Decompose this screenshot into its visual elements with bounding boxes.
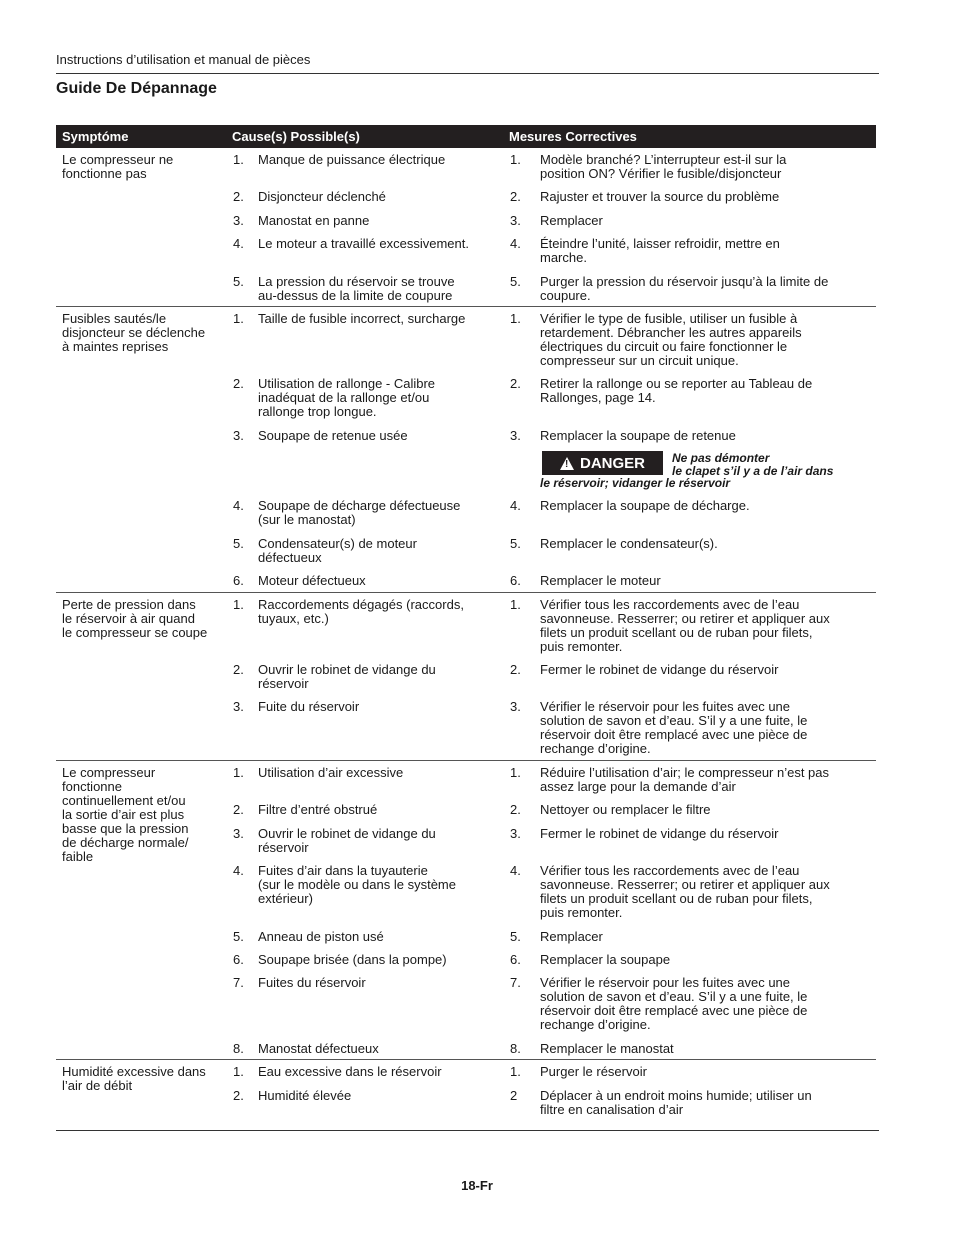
symptom-cell: Perte de pression dans le réservoir à air quand le compresseur se coupe: [62, 597, 208, 640]
cause-text: Fuite du réservoir: [258, 699, 360, 714]
cause-text: Moteur défectueux: [258, 573, 366, 588]
measure-number: 5.: [510, 274, 521, 289]
cause-text: Soupape de retenue usée: [258, 428, 408, 443]
cause-text: Soupape de décharge défectueuse (sur le manostat): [258, 498, 461, 527]
cause-number: 5.: [233, 274, 244, 289]
cause-text: Disjoncteur déclenché: [258, 189, 386, 204]
measure-number: 7.: [510, 975, 521, 990]
cause-number: 1.: [233, 1064, 244, 1079]
header-rule: [56, 73, 879, 74]
cause-number: 3.: [233, 428, 244, 443]
cause-text: Condensateur(s) de moteur défectueux: [258, 536, 417, 565]
danger-text: DANGER: [579, 454, 645, 472]
measure-number: 2: [510, 1088, 518, 1103]
cause-text: La pression du réservoir se trouve au-dessus de la limite de coupure: [258, 274, 455, 303]
warning-triangle-icon: [560, 457, 574, 470]
page-number: 18-Fr: [461, 1178, 493, 1193]
measure-text: Remplacer le manostat: [540, 1041, 674, 1056]
measure-number: 2.: [510, 802, 521, 817]
danger-note-continued: le réservoir; vidanger le réservoir: [540, 476, 731, 490]
measure-text: Vérifier le réservoir pour les fuites avec une solution de savon et d’eau. S’il y a une fuite, le réservoir doit être remplacé avec une pièce de rechange d’origine.: [540, 699, 808, 756]
cause-text: Le moteur a travaillé excessivement.: [258, 236, 469, 251]
cause-text: Anneau de piston usé: [258, 929, 384, 944]
measure-text: Remplacer la soupape de retenue: [540, 428, 736, 443]
cause-text: Filtre d’entré obstrué: [258, 802, 378, 817]
cause-text: Soupape brisée (dans la pompe): [258, 952, 447, 967]
measure-text: Purger le réservoir: [540, 1064, 647, 1079]
measure-text: Éteindre l’unité, laisser refroidir, mettre en marche.: [540, 236, 780, 265]
measure-number: 4.: [510, 236, 521, 251]
cause-text: Manostat en panne: [258, 213, 370, 228]
cause-text: Raccordements dégagés (raccords, tuyaux, etc.): [258, 597, 464, 626]
table-bottom-rule: [56, 1130, 879, 1131]
row-divider: [56, 306, 876, 307]
cause-number: 1.: [233, 765, 244, 780]
symptom-cell: Le compresseur ne fonctionne pas: [62, 152, 174, 181]
cause-text: Taille de fusible incorrect, surcharge: [258, 311, 466, 326]
measure-number: 5.: [510, 929, 521, 944]
cause-number: 4.: [233, 498, 244, 513]
cause-number: 2.: [233, 1088, 244, 1103]
measure-text: Vérifier le réservoir pour les fuites avec une solution de savon et d’eau. S’il y a une fuite, le réservoir doit être remplacé avec une pièce de rechange d’origine.: [540, 975, 808, 1032]
symptom-cell: Humidité excessive dans l’air de débit: [62, 1064, 206, 1093]
section-title: Guide De Dépannage: [56, 80, 217, 97]
measure-number: 2.: [510, 662, 521, 677]
cause-number: 7.: [233, 975, 244, 990]
measure-text: Rajuster et trouver la source du problème: [540, 189, 780, 204]
measure-number: 2.: [510, 376, 521, 391]
measure-number: 8.: [510, 1041, 521, 1056]
measure-number: 3.: [510, 213, 521, 228]
cause-number: 5.: [233, 929, 244, 944]
cause-text: Fuites d’air dans la tuyauterie (sur le modèle ou dans le système extérieur): [258, 863, 456, 906]
measure-number: 3.: [510, 428, 521, 443]
measure-number: 1.: [510, 597, 521, 612]
danger-label: [542, 451, 663, 475]
cause-number: 4.: [233, 863, 244, 878]
table-header: [56, 125, 876, 148]
measure-text: Remplacer la soupape de décharge.: [540, 498, 750, 513]
measure-text: Déplacer à un endroit moins humide; utiliser un filtre en canalisation d’air: [540, 1088, 812, 1117]
cause-text: Eau excessive dans le réservoir: [258, 1064, 442, 1079]
cause-number: 5.: [233, 536, 244, 551]
measure-text: Vérifier tous les raccordements avec de l’eau savonneuse. Resserrer; ou retirer et appliquer aux filets un produit scellant ou de ruban pour filets, puis remonter.: [540, 597, 830, 654]
measure-text: Vérifier tous les raccordements avec de l’eau savonneuse. Resserrer; ou retirer et appliquer aux filets un produit scellant ou de ruban pour filets, puis remonter.: [540, 863, 830, 920]
measure-text: Remplacer le moteur: [540, 573, 661, 588]
col-header-measure: Mesures Correctives: [509, 129, 637, 144]
cause-text: Utilisation d’air excessive: [258, 765, 404, 780]
cause-number: 1.: [233, 597, 244, 612]
measure-number: 4.: [510, 863, 521, 878]
cause-number: 2.: [233, 662, 244, 677]
cause-number: 3.: [233, 826, 244, 841]
measure-text: Vérifier le type de fusible, utiliser un fusible à retardement. Débrancher les autres appareils électriques du circuit ou faire fonctionner le compresseur sur un circuit unique.: [540, 311, 802, 368]
measure-text: Remplacer: [540, 213, 603, 228]
cause-text: Ouvrir le robinet de vidange du réservoir: [258, 826, 436, 855]
cause-text: Humidité élevée: [258, 1088, 352, 1103]
cause-number: 1.: [233, 311, 244, 326]
measure-number: 5.: [510, 536, 521, 551]
measure-number: 6.: [510, 573, 521, 588]
cause-number: 2.: [233, 189, 244, 204]
manual-title: Instructions d’utilisation et manual de pièces: [56, 52, 311, 67]
measure-number: 6.: [510, 952, 521, 967]
measure-number: 2.: [510, 189, 521, 204]
danger-note: Ne pas démonter le clapet s’il y a de l’air dans: [672, 451, 834, 478]
cause-number: 6.: [233, 573, 244, 588]
cause-number: 3.: [233, 699, 244, 714]
symptom-cell: Le compresseur fonctionne continuellement et/ou la sortie d’air est plus basse que la pression de décharge normale/ faible: [62, 765, 189, 864]
cause-number: 8.: [233, 1041, 244, 1056]
symptom-cell: Fusibles sautés/le disjoncteur se déclenche à maintes reprises: [62, 311, 206, 354]
measure-text: Remplacer le condensateur(s).: [540, 536, 718, 551]
measure-text: Fermer le robinet de vidange du réservoir: [540, 826, 779, 841]
cause-number: 4.: [233, 236, 244, 251]
measure-text: Nettoyer ou remplacer le filtre: [540, 802, 711, 817]
cause-text: Manostat défectueux: [258, 1041, 379, 1056]
measure-number: 4.: [510, 498, 521, 513]
measure-number: 3.: [510, 826, 521, 841]
col-header-cause: Cause(s) Possible(s): [232, 129, 360, 144]
cause-text: Utilisation de rallonge - Calibre inadéquat de la rallonge et/ou rallonge trop longue.: [258, 376, 436, 419]
measure-text: Modèle branché? L’interrupteur est-il sur la position ON? Vérifier le fusible/disjoncteur: [540, 152, 787, 181]
cause-number: 1.: [233, 152, 244, 167]
measure-text: Remplacer la soupape: [540, 952, 671, 967]
measure-number: 1.: [510, 311, 521, 326]
cause-number: 6.: [233, 952, 244, 967]
measure-number: 1.: [510, 1064, 521, 1079]
row-divider: [56, 760, 876, 761]
row-divider: [56, 592, 876, 593]
col-header-symptom: Symptóme: [62, 129, 129, 144]
measure-number: 3.: [510, 699, 521, 714]
cause-text: Ouvrir le robinet de vidange du réservoir: [258, 662, 436, 691]
cause-text: Manque de puissance électrique: [258, 152, 446, 167]
cause-number: 2.: [233, 376, 244, 391]
row-divider: [56, 1059, 876, 1060]
cause-text: Fuites du réservoir: [258, 975, 366, 990]
measure-text: Réduire l’utilisation d’air; le compresseur n’est pas assez large pour la demande d’air: [540, 765, 830, 794]
measure-text: Fermer le robinet de vidange du réservoir: [540, 662, 779, 677]
measure-number: 1.: [510, 152, 521, 167]
measure-text: Remplacer: [540, 929, 603, 944]
cause-number: 2.: [233, 802, 244, 817]
measure-number: 1.: [510, 765, 521, 780]
cause-number: 3.: [233, 213, 244, 228]
measure-text: Retirer la rallonge ou se reporter au Tableau de Rallonges, page 14.: [540, 376, 813, 405]
measure-text: Purger la pression du réservoir jusqu’à la limite de coupure.: [540, 274, 829, 303]
